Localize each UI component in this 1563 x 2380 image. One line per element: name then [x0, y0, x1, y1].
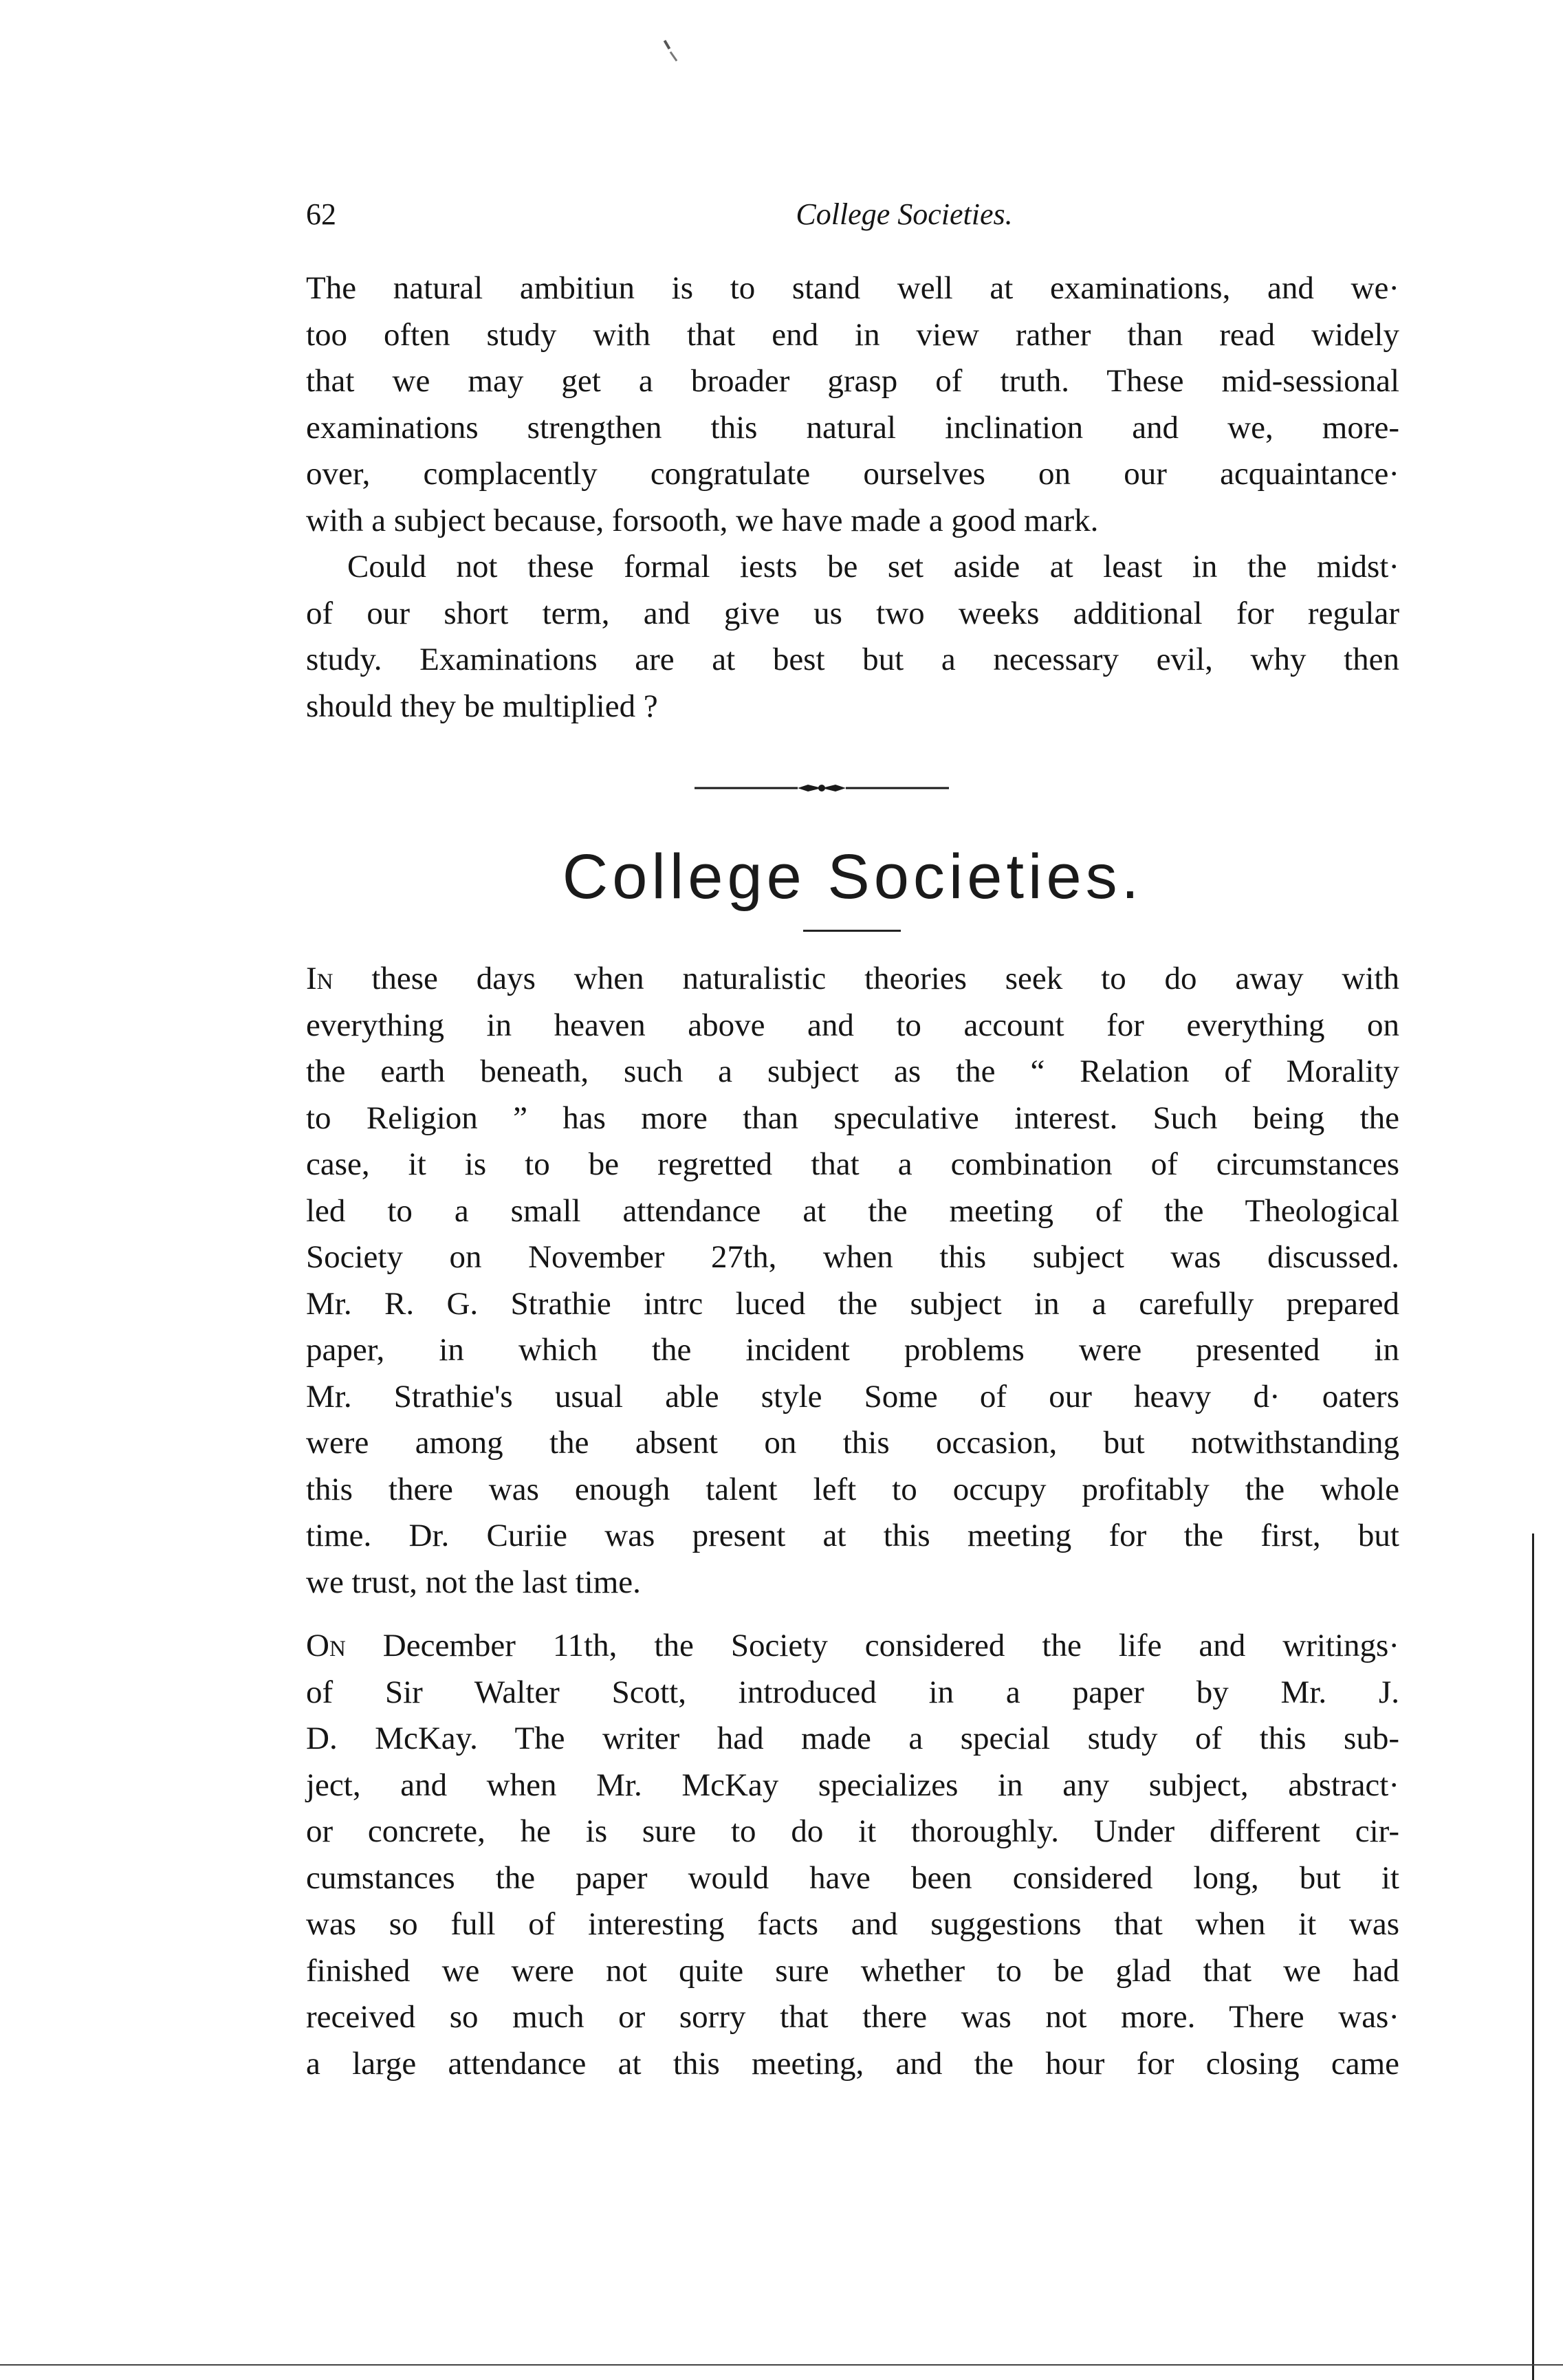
ornament-divider	[695, 783, 949, 794]
text-line: examinations strengthen this natural inclination and we, more-	[306, 409, 1399, 446]
text-line: study. Examinations are at best but a necessary evil, why then	[306, 642, 1399, 677]
text-line: case, it is to be regretted that a combination of circumstances	[306, 1146, 1399, 1182]
print-speck	[670, 52, 678, 62]
text-line: Mr. Strathie's usual able style Some of our heavy d· oaters	[306, 1378, 1399, 1415]
text-line: this there was enough talent left to occupy profitably the whole	[306, 1471, 1399, 1507]
text-line: Society on November 27th, when this subject was discussed.	[306, 1239, 1399, 1275]
paragraph-walter-scott	[306, 1623, 1399, 2087]
page-bottom-edge	[0, 2364, 1563, 2366]
text-line: everything in heaven above and to account for everything on	[306, 1007, 1399, 1043]
text-line	[306, 1623, 1399, 1670]
page-edge-line	[1532, 1533, 1534, 2380]
running-title: College Societies.	[796, 197, 1013, 231]
text-line: received so much or sorry that there was not more. There was·	[306, 1999, 1399, 2035]
text-line: to Religion ” has more than speculative interest. Such being the	[306, 1100, 1399, 1136]
page-number: 62	[306, 197, 336, 231]
intro-paragraph-2	[306, 544, 1399, 730]
text-line: too often study with that end in view rather than read widely	[306, 316, 1399, 353]
print-speck	[664, 40, 670, 50]
text-line: Could not these formal iests be set aside at least in the midst·	[347, 549, 1399, 585]
text-line	[306, 956, 1399, 1003]
text-line: time. Dr. Curiie was present at this meeting for the first, but	[306, 1518, 1399, 1553]
text-line: that we may get a broader grasp of truth. These mid-sessional	[306, 363, 1399, 399]
text-line: was so full of interesting facts and suggestions that when it was	[306, 1906, 1399, 1942]
running-head	[306, 194, 1399, 235]
text-line: Mr. R. G. Strathie intrc luced the subject in a carefully prepared	[306, 1285, 1399, 1322]
text-line: finished we were not quite sure whether to be glad that we had	[306, 1952, 1399, 1989]
text-line: cumstances the paper would have been considered long, but it	[306, 1859, 1399, 1896]
text-line: should they be multiplied ?	[306, 688, 658, 724]
heading-rule	[803, 930, 901, 932]
text-line: the earth beneath, such a subject as the “ Relation of Morality	[306, 1053, 1399, 1089]
text-line: a large attendance at this meeting, and the hour for closing came	[306, 2045, 1399, 2082]
text-line: D. McKay. The writer had made a special study of this sub-	[306, 1721, 1399, 1756]
text-line-rest: December 11th, the Society considered the life and writings·	[345, 1628, 1399, 1663]
text-line: led to a small attendance at the meeting of the Theological	[306, 1192, 1399, 1229]
paragraph-theological-society	[306, 956, 1399, 1606]
text-line: of our short term, and give us two weeks additional for regular	[306, 595, 1399, 631]
text-line: The natural ambitiun is to stand well at examinations, and we·	[306, 270, 1399, 306]
text-line: over, complacently congratulate ourselves on our acquaintance·	[306, 456, 1399, 492]
text-line: with a subject because, forsooth, we have made a good mark.	[306, 502, 1099, 538]
text-line: paper, in which the incident problems were presented in	[306, 1332, 1399, 1368]
text-line: were among the absent on this occasion, but notwithstanding	[306, 1425, 1399, 1461]
section-heading: College Societies.	[562, 842, 1144, 912]
paragraph-lead: On	[306, 1628, 346, 1663]
text-line: or concrete, he is sure to do it thoroughly. Under different cir-	[306, 1813, 1399, 1849]
text-line: we trust, not the last time.	[306, 1564, 641, 1600]
intro-paragraph-1	[306, 265, 1399, 544]
text-line-rest: these days when naturalistic theories seek to do away with	[333, 961, 1399, 996]
text-line: of Sir Walter Scott, introduced in a paper by Mr. J.	[306, 1674, 1399, 1710]
text-line: ject, and when Mr. McKay specializes in any subject, abstract·	[306, 1767, 1399, 1803]
paragraph-lead: In	[306, 961, 334, 996]
